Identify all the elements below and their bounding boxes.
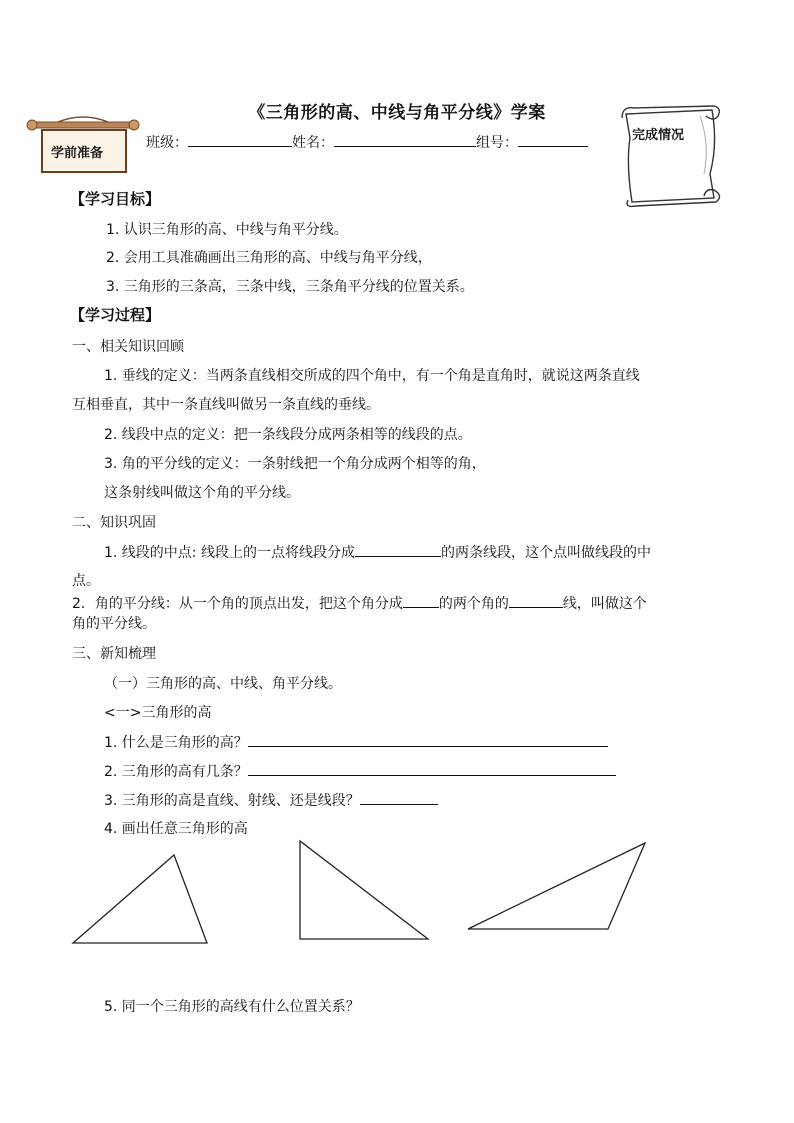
part1-item3-line2: 这条射线叫做这个角的平分线。 <box>104 485 300 501</box>
part3-q4: 4. 画出任意三角形的高 <box>104 821 248 837</box>
part1-heading: 一、相关知识回顾 <box>72 339 184 355</box>
part3-heading: 三、新知梳理 <box>72 646 156 662</box>
part2-q2-text-b: 的两个角的 <box>438 596 509 612</box>
part2-q2-line2: 角的平分线。 <box>72 616 156 632</box>
goal-item-2: 2. 会用工具准确画出三角形的高、中线与角平分线， <box>106 250 432 266</box>
part1-item3-line1: 3. 角的平分线的定义：一条射线把一个角分成两个相等的角， <box>104 456 486 472</box>
part2-q2-text-a: 2．角的平分线：从一个角的顶点出发，把这个角分成 <box>72 596 403 612</box>
part3-q2-text: 2. 三角形的高有几条？ <box>104 764 248 780</box>
part2-q1-text-b: 的两条线段，这个点叫做线段的中 <box>440 545 651 561</box>
part1-item1-line2: 互相垂直，其中一条直线叫做另一条直线的垂线。 <box>72 397 380 413</box>
goal-item-3: 3. 三角形的三条高，三条中线，三条角平分线的位置关系。 <box>106 279 474 295</box>
part3-q3-text: 3. 三角形的高是直线、射线、还是线段？ <box>104 793 360 809</box>
triangle-1 <box>73 855 207 943</box>
part1-item2: 2. 线段中点的定义：把一条线段分成两条相等的线段的点。 <box>104 427 472 443</box>
class-label: 班级： <box>146 135 188 151</box>
part1-item1-line1: 1. 垂线的定义：当两条直线相交所成的四个角中，有一个角是直角时，就说这两条直线 <box>104 368 640 384</box>
triangle-3 <box>468 843 645 929</box>
part2-q1-text-a: 1. 线段的中点: 线段上的一点将线段分成 <box>104 545 355 561</box>
part3-q1-text: 1. 什么是三角形的高？ <box>104 735 248 751</box>
part3-q5: 5. 同一个三角形的高线有什么位置关系？ <box>104 999 360 1015</box>
part3-subsub: <一>三角形的高 <box>104 705 212 721</box>
goal-item-1: 1. 认识三角形的高、中线与角平分线。 <box>106 222 348 238</box>
name-label: 姓名： <box>292 135 334 151</box>
group-label: 组号： <box>476 135 518 151</box>
part3-sub: （一）三角形的高、中线、角平分线。 <box>104 676 342 692</box>
page-title: 《三角形的高、中线与角平分线》学案 <box>248 103 546 123</box>
part2-q1-line2: 点。 <box>72 573 100 589</box>
scroll-label: 完成情况 <box>632 128 685 143</box>
triangle-2 <box>300 841 428 939</box>
badge-label: 学前准备 <box>51 146 104 161</box>
part2-q2-text-c: 线，叫做这个 <box>562 596 647 612</box>
part2-heading: 二、知识巩固 <box>72 515 156 531</box>
goals-heading: 【学习目标】 <box>70 190 161 208</box>
process-heading: 【学习过程】 <box>70 306 161 324</box>
